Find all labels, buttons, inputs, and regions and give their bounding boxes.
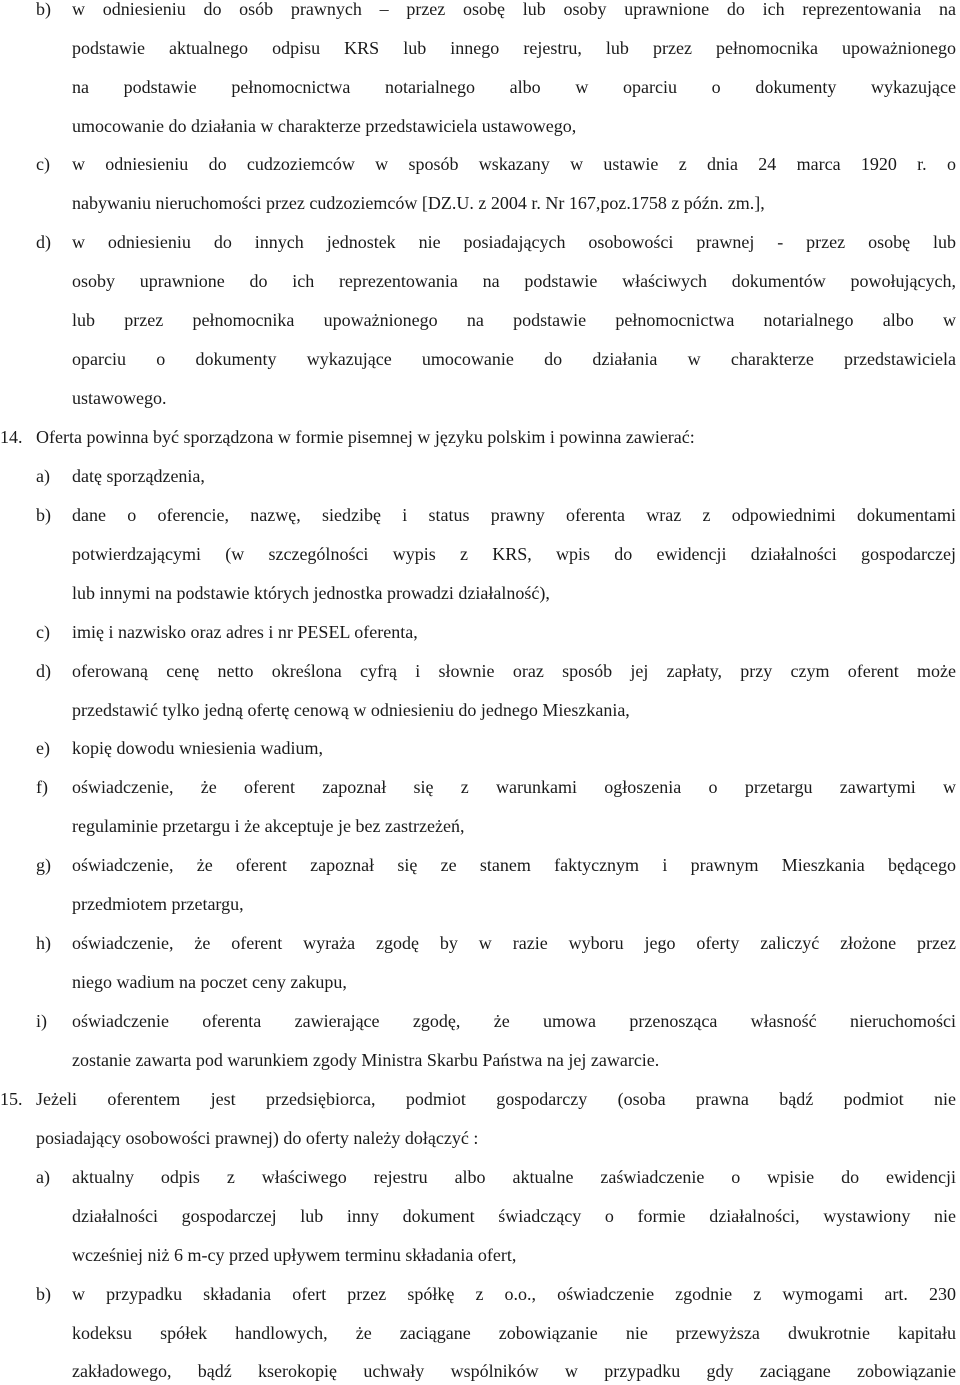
- item-label: b): [36, 1284, 51, 1304]
- text-line: ustawowego.: [72, 388, 167, 408]
- text-line: aktualny odpis z właściwego rejestru albo aktualne zaświadczenie o wpisie do ewidencji: [72, 1167, 956, 1187]
- text-line: w odniesieniu do cudzoziemców w sposób wskazany w ustawie z dnia 24 marca 1920 r. o: [72, 154, 956, 174]
- text-line: oferowaną cenę netto określona cyfrą i słownie oraz sposób jej zapłaty, przy czym oferent może: [72, 661, 956, 681]
- item-label: f): [36, 777, 48, 797]
- text-line: potwierdzającymi (w szczególności wypis z KRS, wpis do ewidencji działalności gospodarczej: [72, 544, 956, 564]
- text-line: dane o oferencie, nazwę, siedzibę i status prawny oferenta wraz z odpowiednimi dokumentami: [72, 505, 956, 525]
- text-line: przedmiotem przetargu,: [72, 894, 244, 914]
- text-line: podstawie aktualnego odpisu KRS lub innego rejestru, lub przez pełnomocnika upoważnionego: [72, 38, 956, 58]
- item-label: b): [36, 0, 51, 19]
- text-line: oświadczenie, że oferent zapoznał się ze stanem faktycznym i prawnym Mieszkania będącego: [72, 855, 956, 875]
- text-line: lub innymi na podstawie których jednostka prowadzi działalność),: [72, 583, 550, 603]
- text-line: oświadczenie, że oferent wyraża zgodę by w razie wyboru jego oferty zaliczyć złożone przez: [72, 933, 956, 953]
- text-line: działalności gospodarczej lub inny dokument świadczący o formie działalności, wystawiony nie: [72, 1206, 956, 1226]
- text-line: w odniesieniu do innych jednostek nie posiadających osobowości prawnej - przez osobę lub: [72, 232, 956, 252]
- item-label: c): [36, 154, 50, 174]
- text-line: na podstawie pełnomocnictwa notarialnego albo w oparciu o dokumenty wykazujące: [72, 77, 956, 97]
- item-label: i): [36, 1011, 47, 1031]
- text-line: zostanie zawarta pod warunkiem zgody Ministra Skarbu Państwa na jej zawarcie.: [72, 1050, 660, 1070]
- text-line: oświadczenie, że oferent zapoznał się z warunkami ogłoszenia o przetargu zawartymi w: [72, 777, 956, 797]
- text-line: oświadczenie oferenta zawierające zgodę, że umowa przenosząca własność nieruchomości: [72, 1011, 956, 1031]
- text-line: osoby uprawnione do ich reprezentowania na podstawie właściwych dokumentów powołujących,: [72, 271, 956, 291]
- text-line: kopię dowodu wniesienia wadium,: [72, 738, 323, 758]
- text-line: kodeksu spółek handlowych, że zaciągane zobowiązanie nie przewyższa dwukrotnie kapitału: [72, 1323, 956, 1343]
- item-label: h): [36, 933, 51, 953]
- text-line: niego wadium na poczet ceny zakupu,: [72, 972, 347, 992]
- item-label: a): [36, 466, 50, 486]
- text-line: przedstawić tylko jedną ofertę cenową w odniesieniu do jednego Mieszkania,: [72, 700, 630, 720]
- text-line: w przypadku składania ofert przez spółkę z o.o., oświadczenie zgodnie z wymogami art. 230: [72, 1284, 956, 1304]
- text-line: w odniesieniu do osób prawnych – przez osobę lub osoby uprawnione do ich reprezentowania na: [72, 0, 956, 19]
- section-heading-text: posiadający osobowości prawnej) do oferty należy dołączyć :: [36, 1128, 479, 1148]
- text-line: oparciu o dokumenty wykazujące umocowanie do działania w charakterze przedstawiciela: [72, 349, 956, 369]
- text-line: nabywaniu nieruchomości przez cudzoziemców [DZ.U. z 2004 r. Nr 167,poz.1758 z późn. zm.],: [72, 193, 765, 213]
- text-line: umocowanie do działania w charakterze przedstawiciela ustawowego,: [72, 116, 577, 136]
- text-line: zakładowego, bądź kserokopię uchwały wspólników w przypadku gdy zaciągane zobowiązanie: [72, 1361, 956, 1381]
- text-line: wcześniej niż 6 m-cy przed upływem terminu składania ofert,: [72, 1245, 517, 1265]
- item-label: d): [36, 232, 51, 252]
- item-label: g): [36, 855, 51, 875]
- item-label: a): [36, 1167, 50, 1187]
- text-line: imię i nazwisko oraz adres i nr PESEL oferenta,: [72, 622, 418, 642]
- section-heading-text: Jeżeli oferentem jest przedsiębiorca, podmiot gospodarczy (osoba prawna bądź podmiot nie: [36, 1089, 956, 1109]
- section-number: 14.: [0, 427, 23, 447]
- section-heading-text: Oferta powinna być sporządzona w formie pisemnej w języku polskim i powinna zawierać:: [36, 427, 695, 447]
- text-line: regulaminie przetargu i że akceptuje je bez zastrzeżeń,: [72, 816, 465, 836]
- item-label: e): [36, 738, 50, 758]
- item-label: c): [36, 622, 50, 642]
- text-line: lub przez pełnomocnika upoważnionego na podstawie pełnomocnictwa notarialnego albo w: [72, 310, 956, 330]
- text-line: datę sporządzenia,: [72, 466, 205, 486]
- item-label: b): [36, 505, 51, 525]
- item-label: d): [36, 661, 51, 681]
- section-number: 15.: [0, 1089, 23, 1109]
